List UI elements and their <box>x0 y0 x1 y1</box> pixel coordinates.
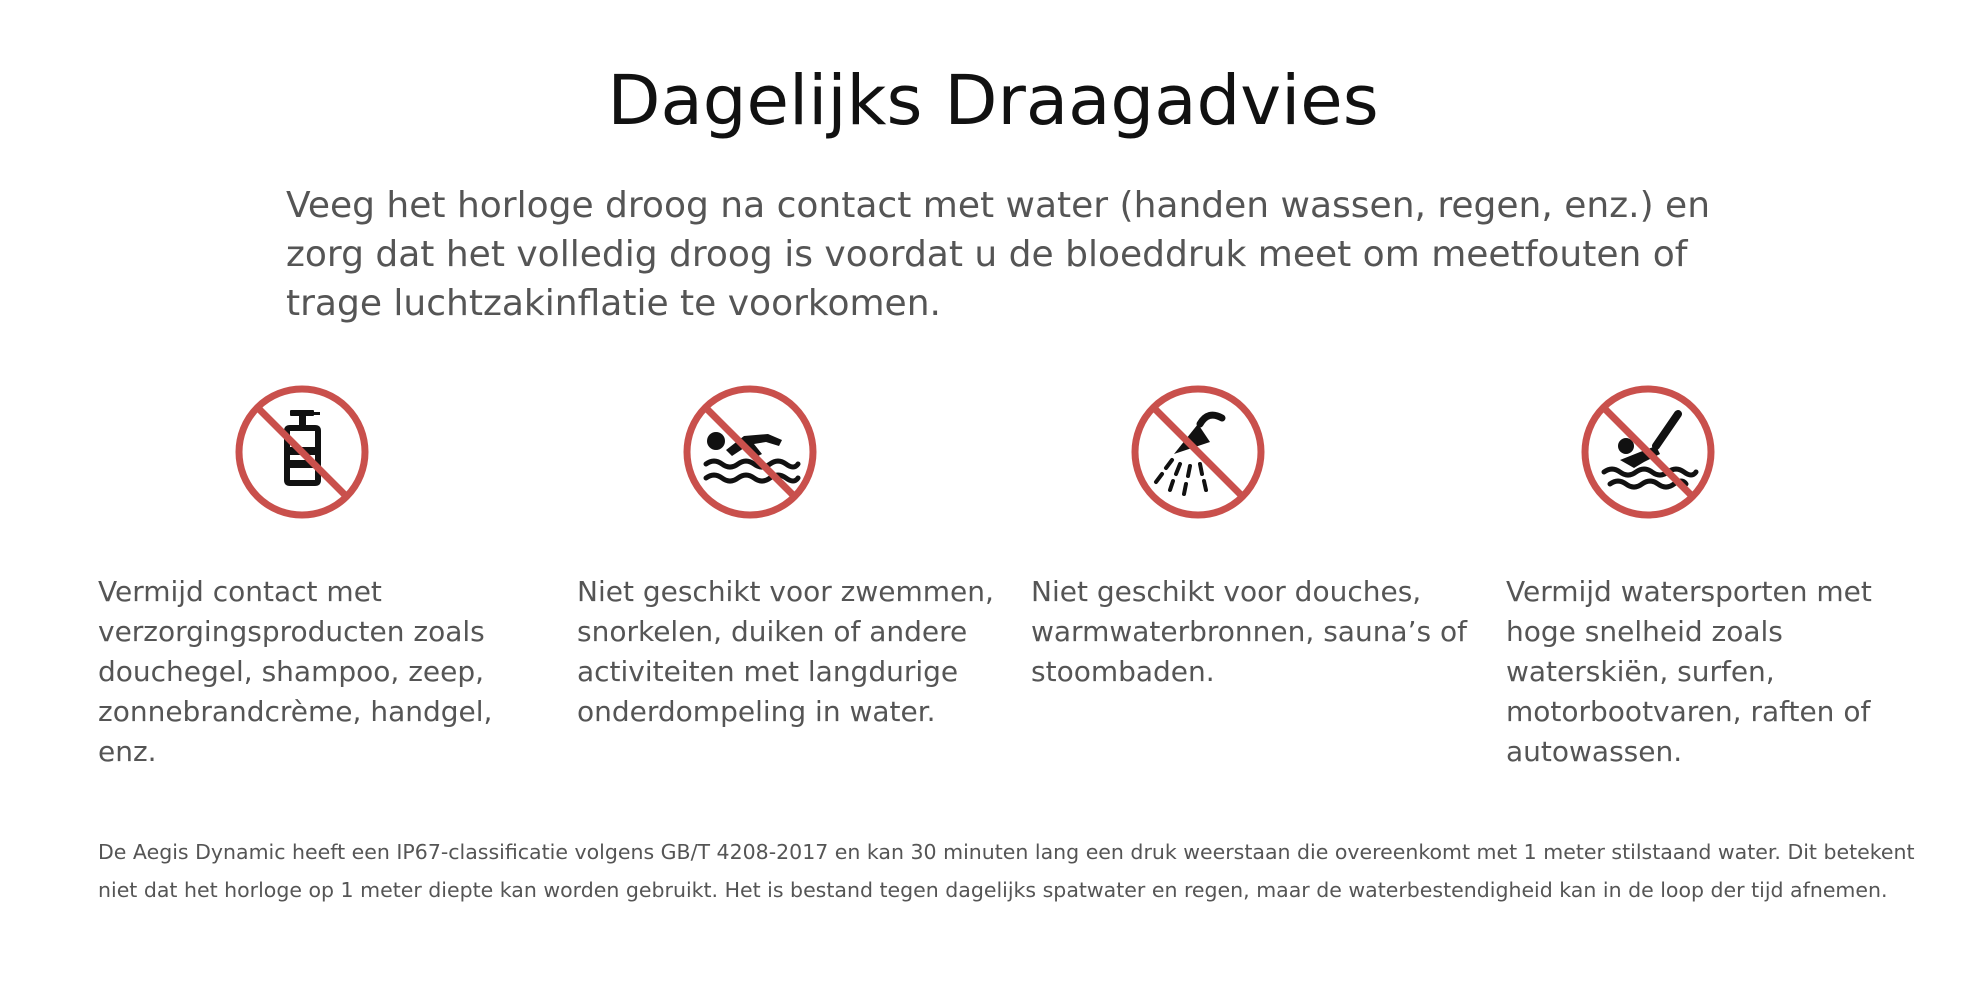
page-title: Dagelijks Draagadvies <box>607 61 1379 141</box>
advice-text-lotion: Vermijd contact met verzorgingsproducten zoals douchegel, shampoo, zeep, zonnebrandcrème, handgel, enz. <box>98 575 493 768</box>
advice-text-water-sports: Vermijd watersporten met hoge snelheid zoals waterskiën, surfen, motorbootvaren, raften of autowassen. <box>1506 575 1872 768</box>
no-shower-icon <box>1130 384 1266 520</box>
advice-text-shower: Niet geschikt voor douches, warmwaterbronnen, sauna’s of stoombaden. <box>1031 575 1467 688</box>
advice-text-swimming: Niet geschikt voor zwemmen, snorkelen, duiken of andere activiteiten met langdurige onderdompeling in water. <box>577 575 994 728</box>
no-swimming-icon <box>682 384 818 520</box>
no-water-sports-icon <box>1580 384 1716 520</box>
footnote-text: De Aegis Dynamic heeft een IP67-classificatie volgens GB/T 4208-2017 en kan 30 minuten lang een druk weerstaan die overeenkomt met 1 meter stilstaand water. Dit betekent niet dat het horloge op 1 meter diepte kan worden gebruikt. Het is bestand tegen dagelijks spatwater en regen, maar de waterbestendigheid kan in de loop der tijd afnemen. <box>98 840 1915 902</box>
intro-text: Veeg het horloge droog na contact met water (handen wassen, regen, enz.) en zorg dat het volledig droog is voordat u de bloeddruk meet om meetfouten of trage luchtzakinflatie te voorkomen. <box>286 185 1711 324</box>
no-lotion-bottle-icon <box>234 384 370 520</box>
